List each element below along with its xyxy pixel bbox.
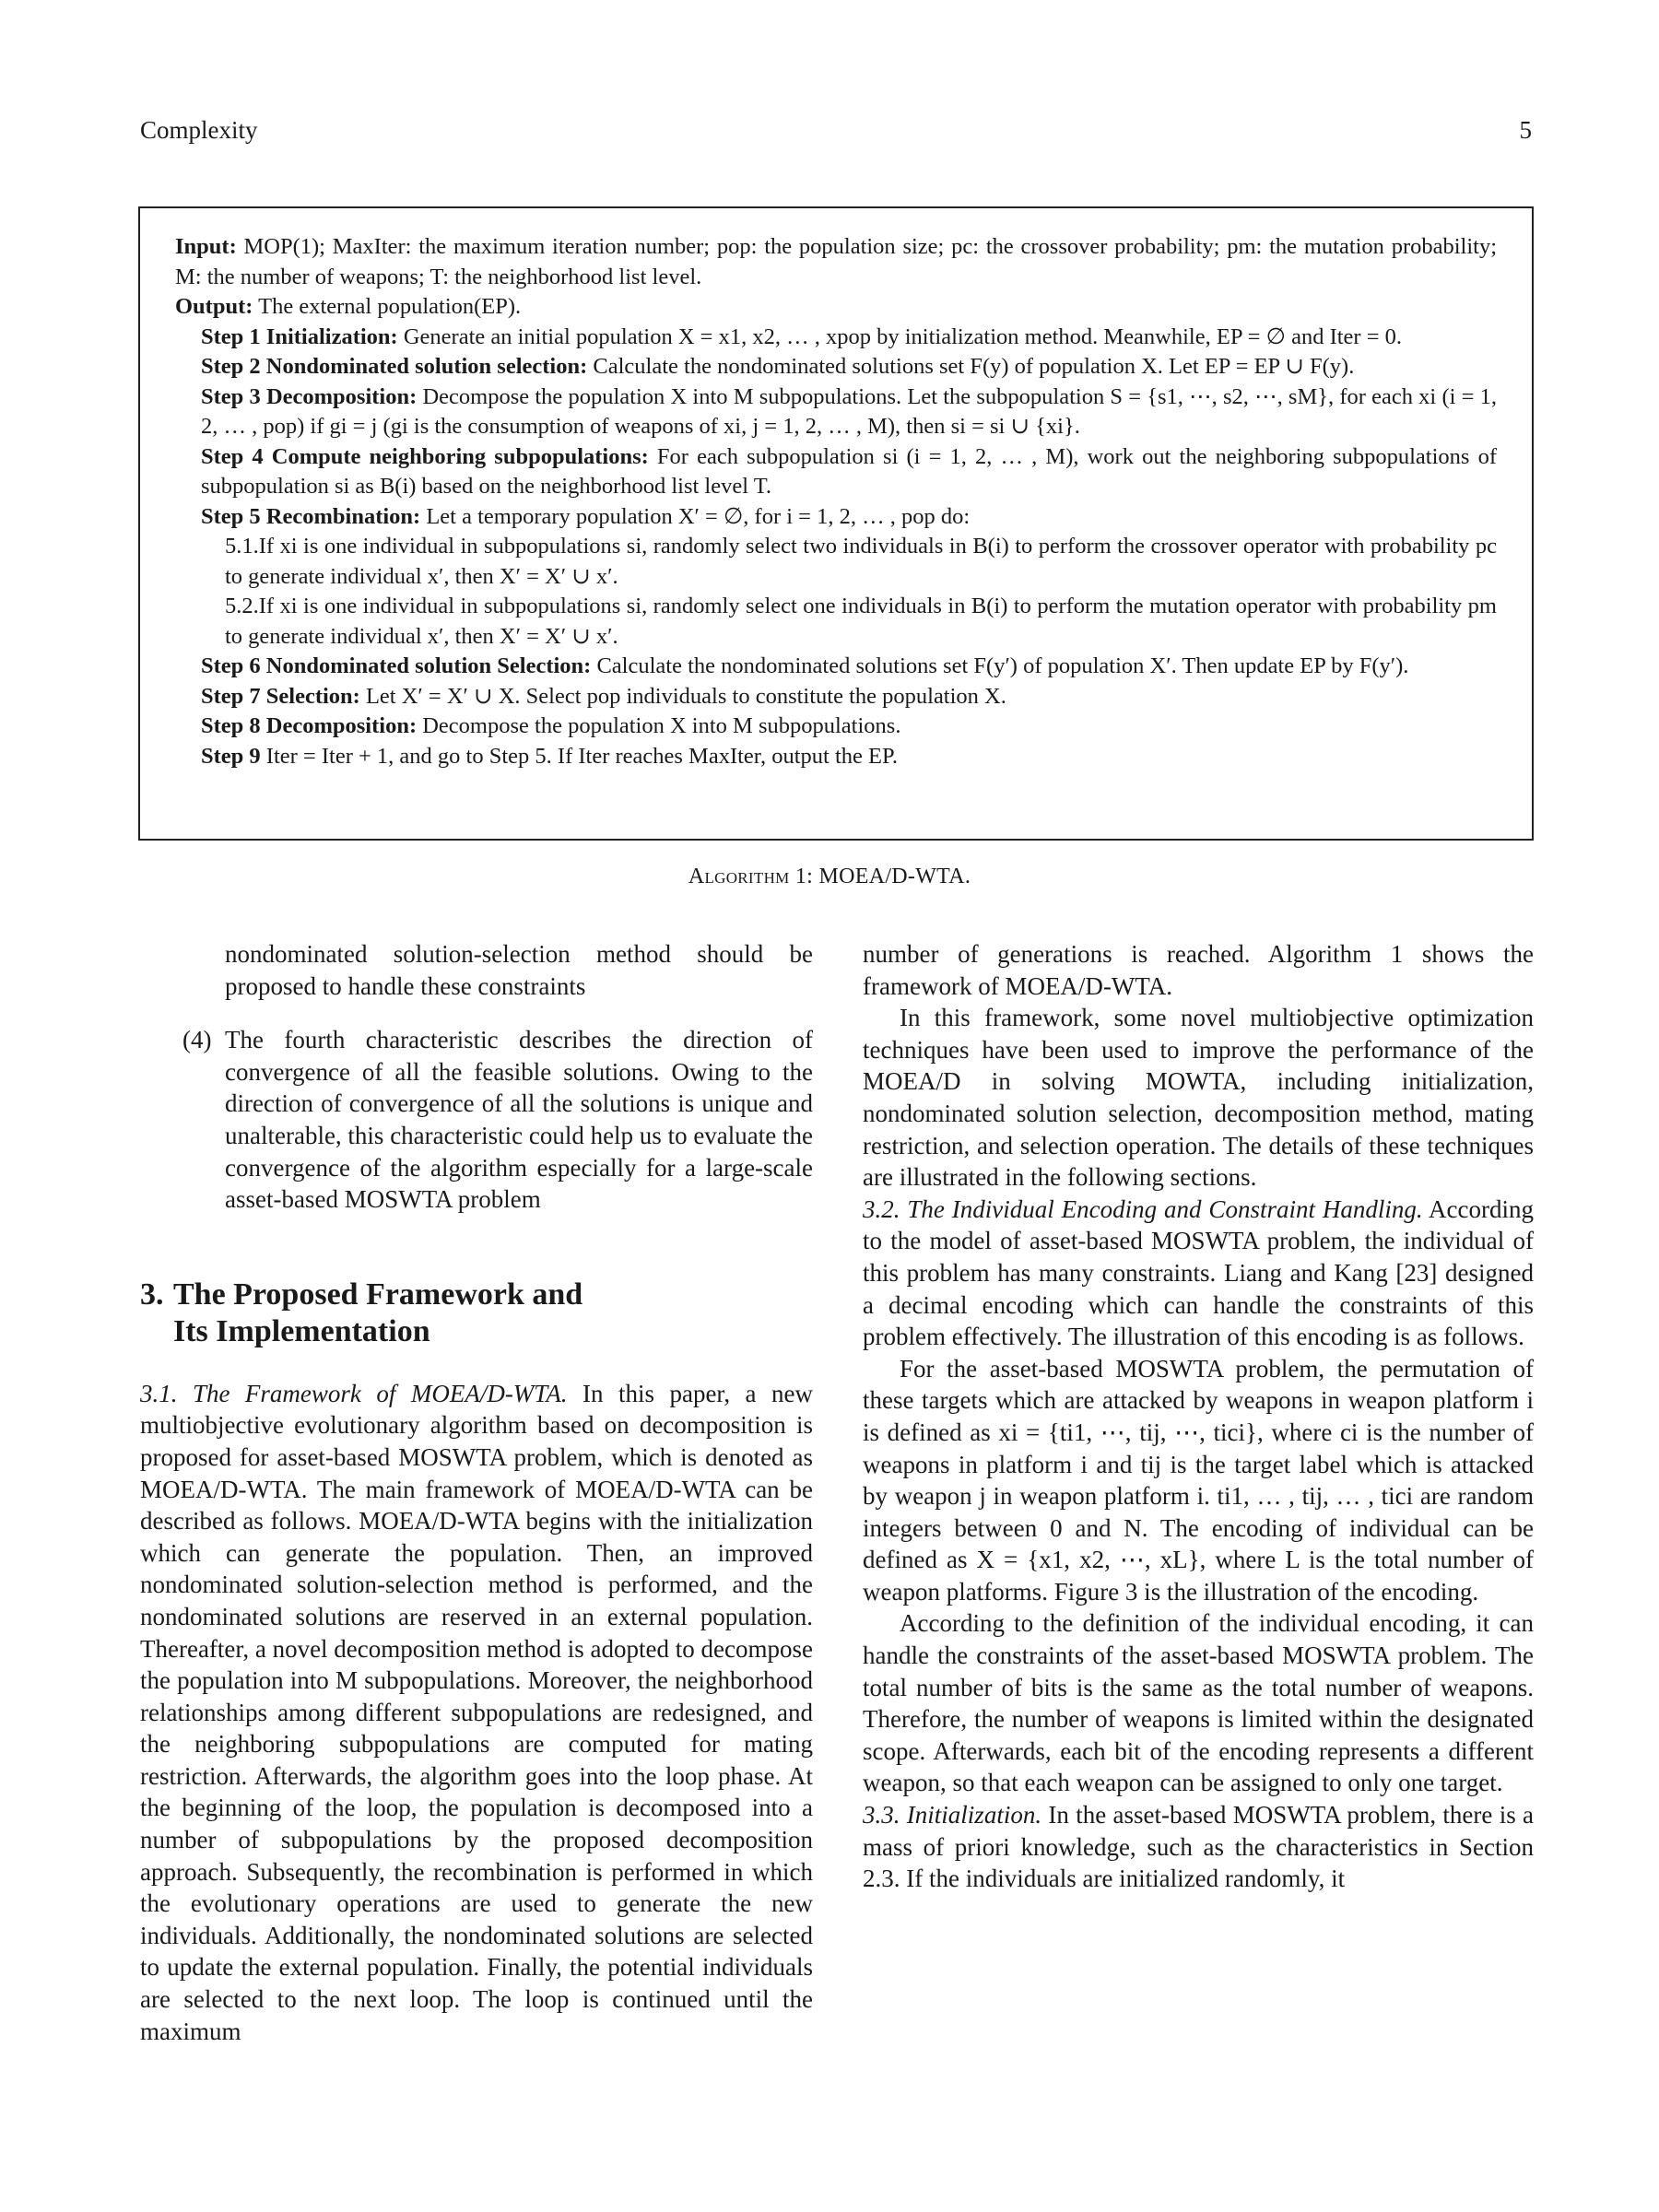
paragraph-3-3 — [863, 1799, 1534, 1895]
subsection-3-3-title: 3.3. Initialization. — [863, 1801, 1042, 1830]
subsection-3-3-text: In the asset-based MOSWTA problem, there is a mass of priori knowledge, such as the characteristics in Section 2.3. If the individuals are initialized randomly, it — [863, 1801, 1535, 1893]
caption-text: MOEA/D-WTA. — [818, 865, 971, 888]
output-text: The external population(EP). — [258, 294, 522, 319]
section-heading — [140, 1277, 813, 1350]
page-number: 5 — [1519, 116, 1532, 144]
subsection-3-1-text: In this paper, a new multiobjective evolutionary algorithm based on decomposition is proposed for asset-based MOSWTA problem, which is denoted as MOEA/D-WTA. The main framework of MOEA/D-WTA can be described as follows. MOEA/D-WTA begins with the initialization which can generate the population. Then, an improved nondominated solution-selection method is performed, and the nondominated solutions are reserved in an external population. Thereafter, a novel decomposition method is adopted to decompose the population into M subpopulations. Moreover, the neighborhood relationships among different subpopulations are redesigned, and the neighboring subpopulations are computed for mating restriction. Afterwards, the algorithm goes into the loop phase. At the beginning of the loop, the population is decomposed into a number of subpopulations by the proposed decomposition approach. Subsequently, the recombination is performed in which the evolutionary operations are used to generate the new individuals. Additionally, the nondominated solutions are selected to update the external population. Finally, the potential individuals are selected to the next loop. The loop is continued until the maximum — [140, 1379, 813, 2045]
step5-label: Step 5 Recombination: — [201, 503, 421, 529]
list-continuation: nondominated solution-selection method should be proposed to handle these constraints — [225, 940, 813, 1000]
algorithm-output — [175, 292, 1497, 323]
subsection-3-1-title: 3.1. The Framework of MOEA/D-WTA. — [140, 1379, 568, 1407]
section-title-line1: The Proposed Framework and — [173, 1277, 583, 1312]
paragraph-framework-end: number of generations is reached. Algorithm 1 shows the framework of MOEA/D-WTA. — [863, 940, 1534, 1000]
input-label: Input: — [175, 234, 237, 259]
algorithm-step-5-1: 5.1.If xi is one individual in subpopulations si, randomly select two individuals in B(i) to perform the crossover operator with probability pc to generate individual x′, then X′ = X′ ∪ x′. — [225, 534, 1497, 589]
right-column — [863, 938, 1534, 1895]
section-number: 3. — [140, 1277, 164, 1312]
step3-label: Step 3 Decomposition: — [201, 383, 418, 409]
algorithm-caption — [0, 865, 1659, 889]
step2-label: Step 2 Nondominated solution selection: — [201, 354, 588, 379]
section-title-line2: Its Implementation — [173, 1313, 430, 1348]
algorithm-step-6 — [175, 652, 1497, 682]
list-item-number: (4) — [182, 1026, 212, 1054]
algorithm-input — [175, 232, 1497, 292]
step8-label: Step 8 Decomposition: — [201, 713, 418, 738]
step2-text: Calculate the nondominated solutions set F(y) of population X. Let EP = EP ∪ F(y). — [593, 354, 1355, 379]
paragraph-3-2 — [863, 1194, 1534, 1353]
algorithm-step-2 — [175, 352, 1497, 382]
step1-text: Generate an initial population X = x1, x2, … , xpop by initialization method. Meanwhile, EP = ∅ and Iter = 0. — [403, 324, 1403, 349]
algorithm-step-7 — [175, 682, 1497, 712]
output-label: Output: — [175, 294, 253, 319]
step1-label: Step 1 Initialization: — [201, 324, 398, 349]
list-item-text: The fourth characteristic describes the direction of convergence of all the feasible solutions. Owing to the direction of convergence of all the solutions is unique and unalterable, this characteristic could help us to evaluate the convergence of the algorithm especially for a large-scale asset-based MOSWTA problem — [225, 1026, 813, 1214]
running-title: Complexity — [140, 116, 258, 144]
algorithm-step-4 — [175, 442, 1497, 502]
step7-label: Step 7 Selection: — [201, 683, 360, 709]
left-column — [140, 938, 813, 2047]
algorithm-step-3 — [175, 382, 1497, 442]
subsection-3-2-text: According to the model of asset-based MOSWTA problem, the individual of this problem has many constraints. Liang and Kang [23] designed a decimal encoding which can handle the constraints of this problem effectively. The illustration of this encoding is as follows. — [863, 1194, 1534, 1351]
step9-label: Step 9 — [201, 743, 261, 769]
step9-text: Iter = Iter + 1, and go to Step 5. If Iter reaches MaxIter, output the EP. — [265, 743, 899, 769]
step8-text: Decompose the population X into M subpopulations. — [422, 713, 901, 738]
step4-text: For each subpopulation si (i = 1, 2, … , M), work out the neighboring subpopulations of subpopulation si as B(i) based on the neighborhood list level T. — [201, 443, 1497, 499]
subsection-3-2-title: 3.2. The Individual Encoding and Constraint Handling. — [863, 1194, 1423, 1223]
step6-text: Calculate the nondominated solutions set F(y′) of population X′. Then update EP by F(y′). — [596, 653, 1409, 678]
step3-text: Decompose the population X into M subpopulations. Let the subpopulation S = {s1, ⋯, s2, ⋯, sM}, for each xi (i = 1, 2, … , pop) if gi = j (gi is the consumption of weapons of xi, j = 1, 2, … , M), then si = si ∪ {xi}. — [201, 383, 1498, 439]
step5-text: Let a temporary population X′ = ∅, for i = 1, 2, … , pop do: — [426, 503, 971, 529]
algorithm-step-5 — [175, 502, 1497, 533]
step7-text: Let X′ = X′ ∪ X. Select pop individuals to constitute the population X. — [365, 683, 1006, 709]
paragraph-encoding: For the asset-based MOSWTA problem, the permutation of these targets which are attacked by weapons in weapon platform i is defined as xi = {ti1, ⋯, tij, ⋯, tici}, where ci is the number of weapons in platform i and tij is the target label which is attacked by weapon j in weapon platform i. ti1, … , tij, … , tici are random integers between 0 and N. The encoding of individual can be defined as X = {x1, x2, ⋯, xL}, where L is the total number of weapon platforms. Figure 3 is the illustration of the encoding. — [863, 1354, 1534, 1606]
caption-label: Algorithm 1: — [688, 865, 814, 888]
algorithm-box — [138, 206, 1534, 841]
paragraph-constraints: According to the definition of the individual encoding, it can handle the constraints of the asset-based MOSWTA problem. The total number of bits is the same as the total number of weapons. Therefore, the number of weapons is limited within the designated scope. Afterwards, each bit of the encoding represents a different weapon, so that each weapon can be assigned to only one target. — [863, 1609, 1534, 1797]
algorithm-step-8 — [175, 712, 1497, 742]
algorithm-step-5-2: 5.2.If xi is one individual in subpopulations si, randomly select one individuals in B(i) to perform the mutation operator with probability pm to generate individual x′, then X′ = X′ ∪ x′. — [225, 594, 1497, 649]
step4-label: Step 4 Compute neighboring subpopulations: — [201, 443, 649, 469]
input-text: MOP(1); MaxIter: the maximum iteration number; pop: the population size; pc: the crossover probability; pm: the mutation probability; M: the number of weapons; T: the neighborhood list level. — [175, 234, 1498, 289]
paragraph-techniques: In this framework, some novel multiobjective optimization techniques have been used to improve the performance of the MOEA/D in solving MOWTA, including initialization, nondominated solution selection, decomposition method, mating restriction, and selection operation. The details of these techniques are illustrated in the following sections. — [863, 1004, 1534, 1192]
algorithm-step-9 — [175, 742, 1497, 772]
step6-label: Step 6 Nondominated solution Selection: — [201, 653, 592, 678]
algorithm-step-1 — [175, 323, 1497, 353]
paragraph-3-1 — [140, 1378, 813, 2047]
list-item-4 — [140, 1024, 813, 1216]
